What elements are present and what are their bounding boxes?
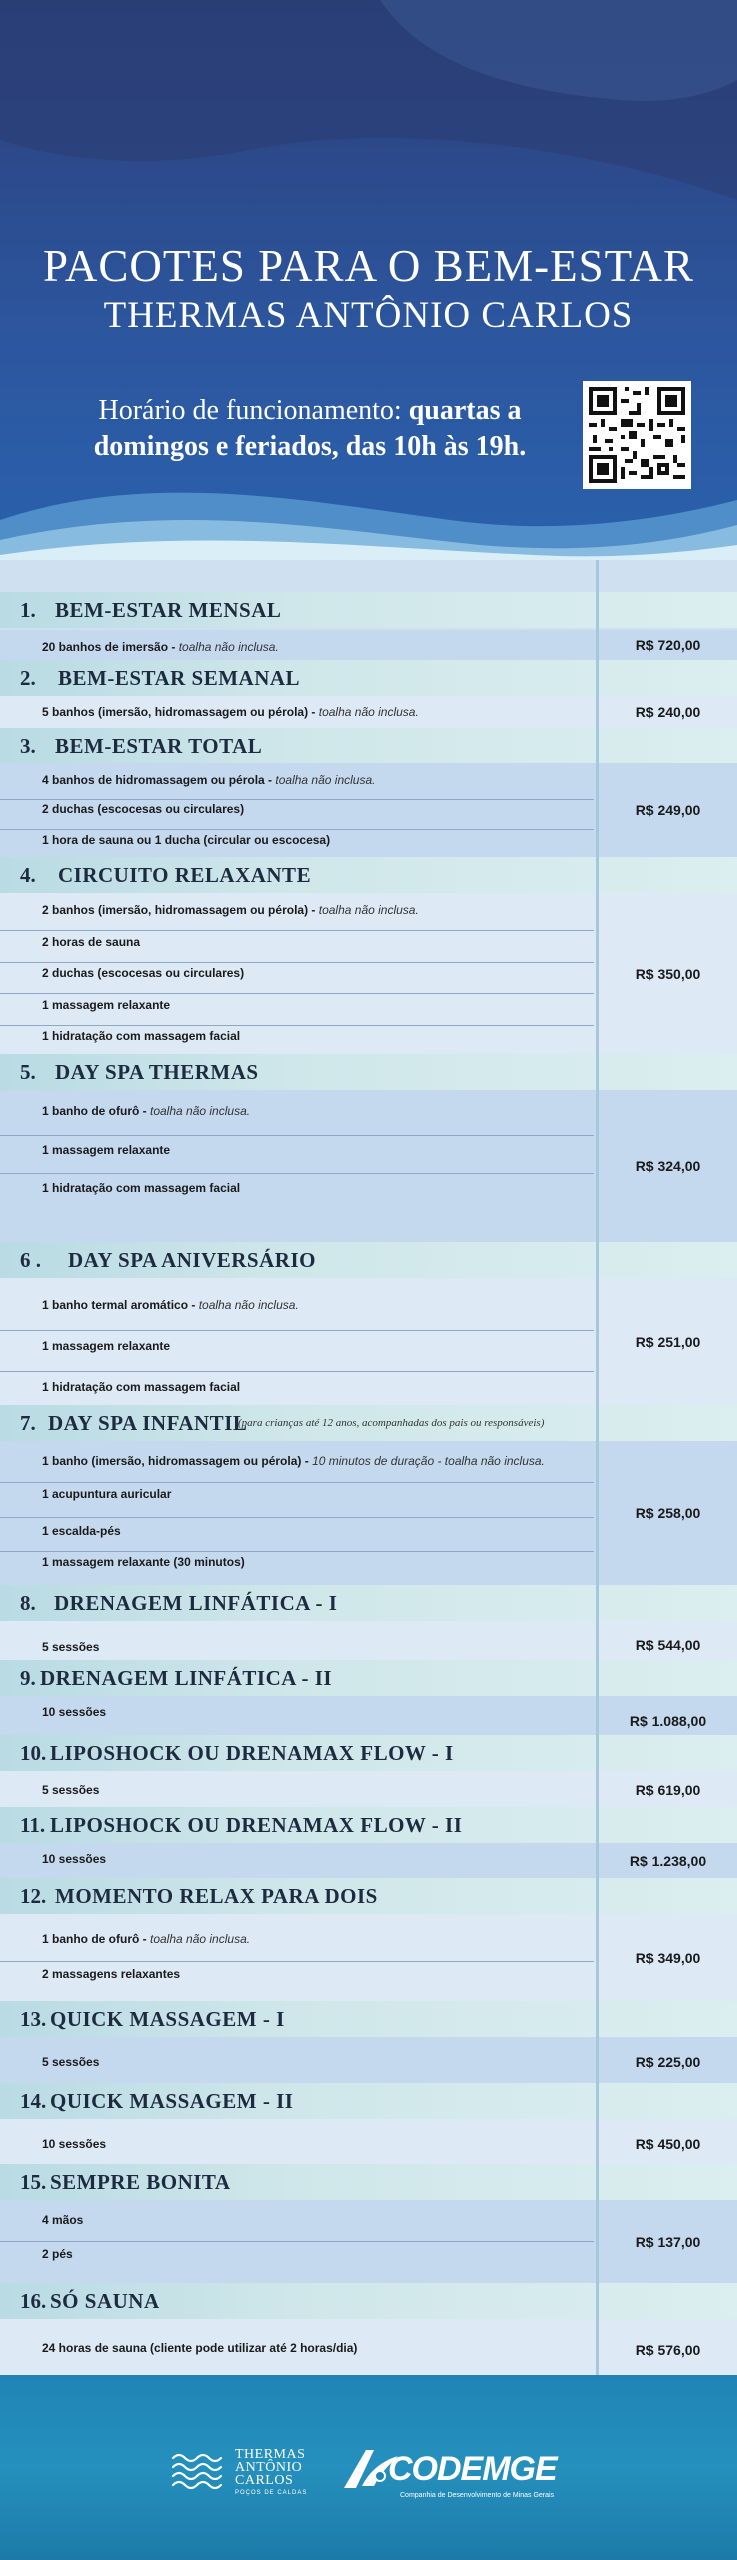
package-item-text: 10 sessões [42, 1852, 107, 1866]
packages-table [0, 560, 737, 2375]
package-item-text: 10 sessões [42, 2137, 107, 2151]
opening-hours [50, 393, 570, 465]
package-item-text: 1 massagem relaxante [42, 1143, 171, 1157]
package-number: 14. [20, 2089, 47, 2113]
package-number: 13. [20, 2007, 47, 2031]
package-item [42, 2055, 99, 2069]
package-item [42, 705, 419, 719]
package-number: 6 . [20, 1248, 41, 1272]
package-item-text: 1 massagem relaxante [42, 998, 171, 1012]
package-item [42, 2341, 357, 2355]
item-separator [0, 1551, 594, 1552]
package-price: R$ 544,00 [635, 1637, 701, 1653]
item-separator [0, 1371, 594, 1372]
package-item [42, 1104, 250, 1118]
package-header [0, 2164, 737, 2200]
package-item [42, 1932, 250, 1946]
package-item-text: 2 duchas (escocesas ou circulares) [42, 802, 245, 816]
package-price: R$ 258,00 [635, 1505, 701, 1521]
package-price: R$ 225,00 [635, 2054, 701, 2070]
item-separator [0, 930, 594, 931]
item-separator [0, 2241, 594, 2242]
thermas-logo-text [235, 2448, 305, 2487]
logo-line-1: THERMAS [235, 2447, 306, 2462]
package-header [0, 1660, 737, 1696]
package-item-text: 5 sessões [42, 2055, 100, 2069]
package-name-note: (para crianças até 12 anos, acompanhadas dos pais ou responsáveis) [238, 1417, 545, 1429]
package-item [42, 903, 419, 917]
package-item [42, 1555, 245, 1569]
qr-code-icon [585, 383, 689, 487]
package-header [0, 728, 737, 764]
package-price: R$ 619,00 [635, 1782, 701, 1798]
package-header [0, 1242, 737, 1278]
package-item-text: 1 banho termal aromático - [42, 1298, 199, 1312]
package-item-text: 1 acupuntura auricular [42, 1487, 172, 1501]
thermas-logo [170, 2448, 325, 2498]
package-item [42, 1380, 240, 1394]
package-item-text: 20 banhos de imersão - [42, 640, 179, 654]
package-name: DAY SPA THERMAS [55, 1060, 259, 1084]
package-item-note: toalha não inclusa. [318, 705, 419, 719]
package-item [42, 1640, 99, 1654]
package-item-text: 1 banho (imersão, hidromassagem ou pérola) - [42, 1454, 313, 1468]
package-item [42, 998, 170, 1012]
package-header [0, 660, 737, 696]
package-name: BEM-ESTAR SEMANAL [58, 666, 301, 690]
package-item-text: 1 hidratação com massagem facial [42, 1181, 241, 1195]
package-price: R$ 576,00 [635, 2342, 701, 2358]
package-item [42, 1181, 240, 1195]
logo-line-2: ANTÔNIO [235, 2460, 303, 2475]
package-name: LIPOSHOCK OU DRENAMAX FLOW - II [50, 1813, 463, 1837]
package-item [42, 935, 140, 949]
item-separator [0, 1025, 594, 1026]
package-item-text: 1 hidratação com massagem facial [42, 1029, 241, 1043]
package-name: CIRCUITO RELAXANTE [58, 863, 312, 887]
item-separator [0, 1135, 594, 1136]
item-separator [0, 799, 594, 800]
package-number: 3. [20, 734, 36, 758]
package-name: DAY SPA ANIVERSÁRIO [68, 1248, 316, 1272]
package-item-note: toalha não inclusa. [198, 1298, 299, 1312]
package-name: DAY SPA INFANTIL [48, 1411, 248, 1435]
page-subtitle: THERMAS ANTÔNIO CARLOS [103, 295, 634, 336]
package-number: 7. [20, 1411, 36, 1435]
item-separator [0, 993, 594, 994]
page-title: PACOTES PARA O BEM-ESTAR [43, 241, 694, 291]
package-item-text: 2 duchas (escocesas ou circulares) [42, 966, 245, 980]
package-item [42, 1705, 106, 1719]
item-separator [0, 1517, 594, 1518]
package-header [0, 1585, 737, 1621]
package-item-text: 1 banho de ofurô - [42, 1932, 150, 1946]
logo-line-3: CARLOS [235, 2473, 294, 2488]
package-header [0, 1054, 737, 1090]
package-name: QUICK MASSAGEM - I [50, 2007, 285, 2031]
package-item [42, 1783, 99, 1797]
package-number: 12. [20, 1884, 47, 1908]
package-item-text: 2 banhos (imersão, hidromassagem ou pérola) - [42, 903, 319, 917]
hours-label: Horário de funcionamento: [98, 395, 409, 426]
package-name: DRENAGEM LINFÁTICA - II [40, 1666, 333, 1690]
package-item [42, 802, 244, 816]
thermas-logo-subtitle: POÇOS DE CALDAS [235, 2490, 308, 2496]
package-name: DRENAGEM LINFÁTICA - I [54, 1591, 338, 1615]
item-separator [0, 1961, 594, 1962]
item-separator [0, 1330, 594, 1331]
package-number: 10. [20, 1741, 47, 1765]
package-item [42, 1143, 170, 1157]
item-separator [0, 1173, 594, 1174]
waves-icon [170, 2448, 228, 2498]
package-price: R$ 350,00 [635, 966, 701, 982]
package-item [42, 1454, 545, 1468]
package-item [42, 2137, 106, 2151]
qr-code[interactable] [583, 381, 691, 489]
package-number: 11. [20, 1813, 46, 1837]
package-item-note: toalha não inclusa. [178, 640, 279, 654]
package-item [42, 1029, 240, 1043]
package-item [42, 773, 375, 787]
package-header [0, 1405, 737, 1441]
package-price: R$ 349,00 [635, 1950, 701, 1966]
package-price: R$ 324,00 [635, 1158, 701, 1174]
package-item-note: toalha não inclusa. [318, 903, 419, 917]
package-name: LIPOSHOCK OU DRENAMAX FLOW - I [50, 1741, 454, 1765]
package-number: 5. [20, 1060, 36, 1084]
package-item-text: 2 pés [42, 2247, 73, 2261]
package-price: R$ 249,00 [635, 802, 701, 818]
package-name: QUICK MASSAGEM - II [50, 2089, 294, 2113]
codemge-logo [340, 2440, 580, 2500]
package-header [0, 2001, 737, 2037]
package-header [0, 857, 737, 893]
package-item-note: toalha não inclusa. [150, 1104, 251, 1118]
package-price: R$ 240,00 [635, 704, 701, 720]
package-item [42, 1298, 299, 1312]
package-header [0, 2083, 737, 2119]
package-item [42, 1487, 171, 1501]
package-name: MOMENTO RELAX PARA DOIS [55, 1884, 378, 1908]
package-item-text: 5 banhos (imersão, hidromassagem ou pérola) - [42, 705, 319, 719]
package-number: 15. [20, 2170, 47, 2194]
package-item-text: 5 sessões [42, 1640, 100, 1654]
package-price: R$ 1.238,00 [629, 1853, 707, 1869]
codemge-subtitle: Companhia de Desenvolvimento de Minas Gerais [400, 2492, 555, 2499]
package-header [0, 1735, 737, 1771]
package-item [42, 2213, 83, 2227]
package-item [42, 1967, 180, 1981]
package-price: R$ 137,00 [635, 2234, 701, 2250]
item-separator [0, 829, 594, 830]
codemge-name: CODEMGE [388, 2450, 557, 2488]
package-item-text: 2 massagens relaxantes [42, 1967, 181, 1981]
package-price: R$ 1.088,00 [629, 1713, 707, 1729]
header-banner [0, 0, 737, 560]
package-header [0, 1878, 737, 1914]
package-number: 4. [20, 863, 36, 887]
package-item-text: 1 banho de ofurô - [42, 1104, 150, 1118]
package-item-note: 10 minutos de duração - toalha não inclusa. [312, 1454, 545, 1468]
package-item-text: 1 escalda-pés [42, 1524, 121, 1538]
package-item-text: 1 hora de sauna ou 1 ducha (circular ou escocesa) [42, 833, 331, 847]
package-item-text: 4 banhos de hidromassagem ou pérola - [42, 773, 276, 787]
package-name: BEM-ESTAR MENSAL [55, 598, 282, 622]
package-number: 9. [20, 1666, 36, 1690]
package-number: 8. [20, 1591, 36, 1615]
item-separator [0, 962, 594, 963]
package-name: SÓ SAUNA [50, 2289, 160, 2313]
package-item-text: 4 mãos [42, 2213, 84, 2227]
package-item [42, 2247, 73, 2261]
package-header [0, 1807, 737, 1843]
package-header [0, 2283, 737, 2319]
package-item-text: 1 hidratação com massagem facial [42, 1380, 241, 1394]
item-separator [0, 1482, 594, 1483]
package-item-text: 2 horas de sauna [42, 935, 141, 949]
package-item [42, 1524, 121, 1538]
package-item [42, 1339, 170, 1353]
package-item [42, 966, 244, 980]
package-price: R$ 720,00 [635, 637, 701, 653]
package-item-text: 10 sessões [42, 1705, 107, 1719]
price-column-divider [596, 560, 599, 2375]
package-number: 16. [20, 2289, 47, 2313]
package-item [42, 640, 279, 654]
hours-value: quartas a domingos e feriados, das 10h às 19h. [93, 395, 527, 462]
package-item-note: toalha não inclusa. [150, 1932, 251, 1946]
package-item [42, 1852, 106, 1866]
package-item [42, 833, 330, 847]
package-header [0, 592, 737, 628]
package-item-text: 5 sessões [42, 1783, 100, 1797]
package-number: 1. [20, 598, 36, 622]
package-name: BEM-ESTAR TOTAL [55, 734, 263, 758]
package-item-text: 1 massagem relaxante [42, 1339, 171, 1353]
package-item-text: 24 horas de sauna (cliente pode utilizar até 2 horas/dia) [42, 2341, 358, 2355]
package-item-note: toalha não inclusa. [275, 773, 376, 787]
package-name: SEMPRE BONITA [50, 2170, 231, 2194]
package-item-text: 1 massagem relaxante (30 minutos) [42, 1555, 245, 1569]
package-price: R$ 450,00 [635, 2136, 701, 2152]
package-price: R$ 251,00 [635, 1334, 701, 1350]
package-number: 2. [20, 666, 36, 690]
